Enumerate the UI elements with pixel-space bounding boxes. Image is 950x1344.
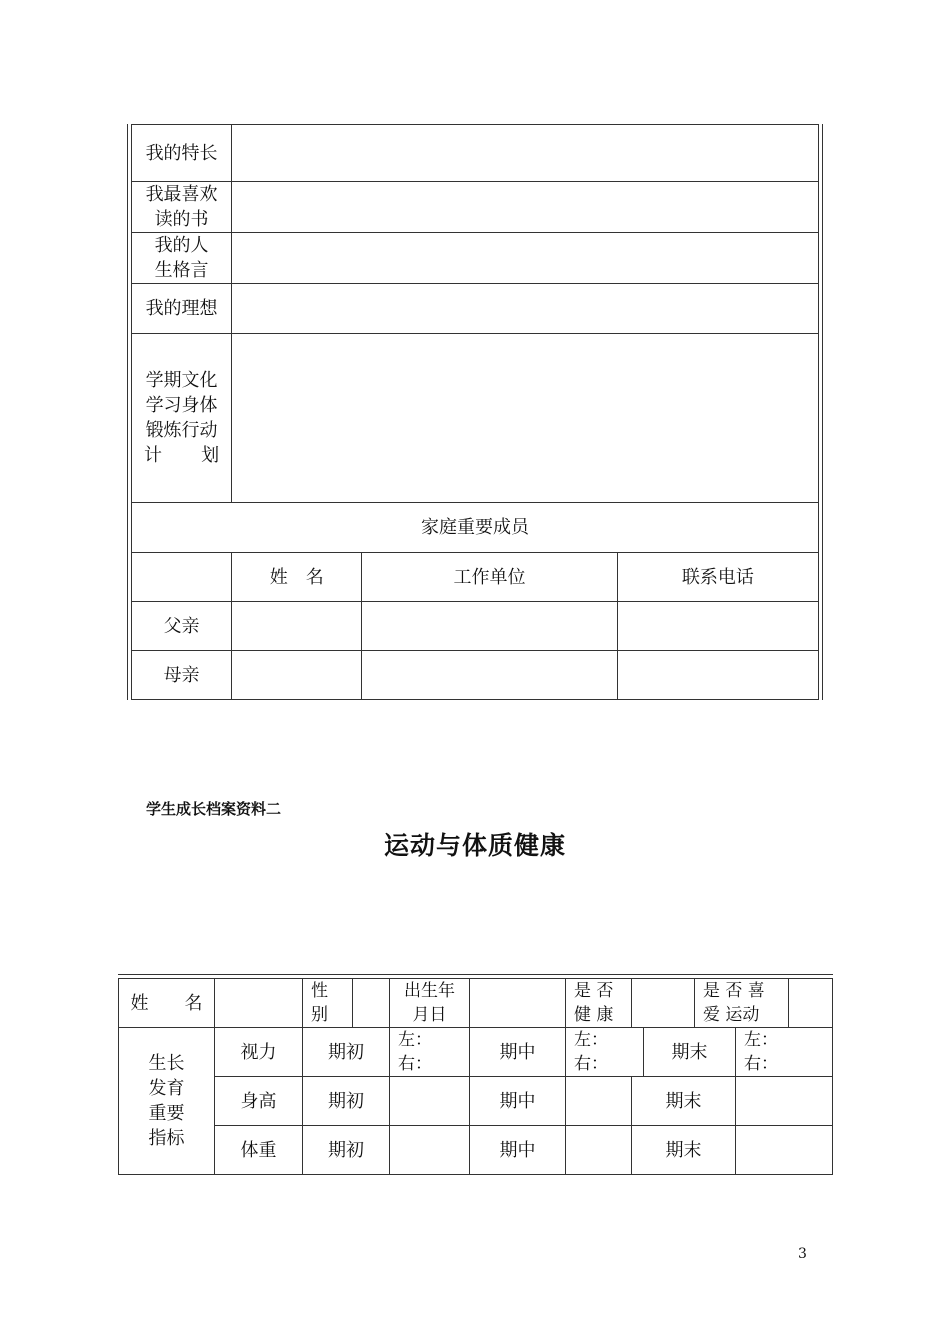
weight-label: 体重	[215, 1126, 303, 1175]
specialty-field[interactable]	[232, 125, 819, 182]
father-workplace-field[interactable]	[362, 602, 617, 651]
mother-phone-field[interactable]	[617, 651, 818, 700]
mother-name-field[interactable]	[232, 651, 362, 700]
ideal-label: 我的理想	[132, 284, 232, 334]
family-col-phone: 联系电话	[617, 553, 818, 602]
family-col-workplace: 工作单位	[362, 553, 617, 602]
father-phone-field[interactable]	[617, 602, 818, 651]
height-term-mid-field[interactable]	[566, 1077, 632, 1126]
section-label: 学生成长档案资料二	[146, 800, 282, 818]
height-term-start-label: 期初	[303, 1077, 390, 1126]
name-field[interactable]	[215, 979, 303, 1028]
weight-term-mid-label: 期中	[470, 1126, 566, 1175]
vision-term-start-field[interactable]: 左： 右：	[390, 1028, 470, 1077]
vision-term-mid-field[interactable]: 左： 右：	[566, 1028, 644, 1077]
healthy-label: 是 否 健 康	[566, 979, 632, 1028]
vision-term-end-label: 期末	[644, 1028, 736, 1077]
weight-term-end-field[interactable]	[736, 1126, 833, 1175]
father-label: 父亲	[132, 602, 232, 651]
weight-term-end-label: 期末	[632, 1126, 736, 1175]
birth-date-field[interactable]	[470, 979, 566, 1028]
favorite-book-field[interactable]	[232, 182, 819, 233]
height-term-end-label: 期末	[632, 1077, 736, 1126]
mother-workplace-field[interactable]	[362, 651, 617, 700]
motto-field[interactable]	[232, 233, 819, 284]
name-label: 姓 名	[119, 979, 215, 1028]
weight-term-start-label: 期初	[303, 1126, 390, 1175]
page-title: 运动与体质健康	[383, 831, 566, 860]
vision-term-mid-label: 期中	[470, 1028, 566, 1077]
vision-term-start-label: 期初	[303, 1028, 390, 1077]
health-table	[118, 978, 833, 1175]
healthy-field[interactable]	[632, 979, 695, 1028]
weight-term-start-field[interactable]	[390, 1126, 470, 1175]
likes-sport-field[interactable]	[789, 979, 833, 1028]
weight-term-mid-field[interactable]	[566, 1126, 632, 1175]
family-members-header: 家庭重要成员	[132, 503, 819, 553]
gender-field[interactable]	[353, 979, 390, 1028]
personal-profile-table	[131, 124, 819, 700]
action-plan-label: 学期文化 学习身体 锻炼行动 计 划	[132, 334, 232, 503]
mother-label: 母亲	[132, 651, 232, 700]
page-number: 3	[798, 1246, 807, 1262]
height-term-end-field[interactable]	[736, 1077, 833, 1126]
height-term-mid-label: 期中	[470, 1077, 566, 1126]
birth-date-label: 出生年 月日	[390, 979, 470, 1028]
family-corner-cell	[132, 553, 232, 602]
action-plan-field[interactable]	[232, 334, 819, 503]
gender-label: 性 别	[303, 979, 353, 1028]
likes-sport-label: 是 否 喜 爱 运动	[695, 979, 789, 1028]
family-col-name: 姓 名	[232, 553, 362, 602]
specialty-label: 我的特长	[132, 125, 232, 182]
action-plan-label-last-line: 计 划	[144, 445, 220, 466]
favorite-book-label: 我最喜欢 读的书	[132, 182, 232, 233]
height-term-start-field[interactable]	[390, 1077, 470, 1126]
ideal-field[interactable]	[232, 284, 819, 334]
vision-term-end-field[interactable]: 左： 右：	[736, 1028, 833, 1077]
father-name-field[interactable]	[232, 602, 362, 651]
growth-indicators-label: 生长 发育 重要 指标	[119, 1028, 215, 1175]
height-label: 身高	[215, 1077, 303, 1126]
vision-label: 视力	[215, 1028, 303, 1077]
motto-label: 我的人 生格言	[132, 233, 232, 284]
